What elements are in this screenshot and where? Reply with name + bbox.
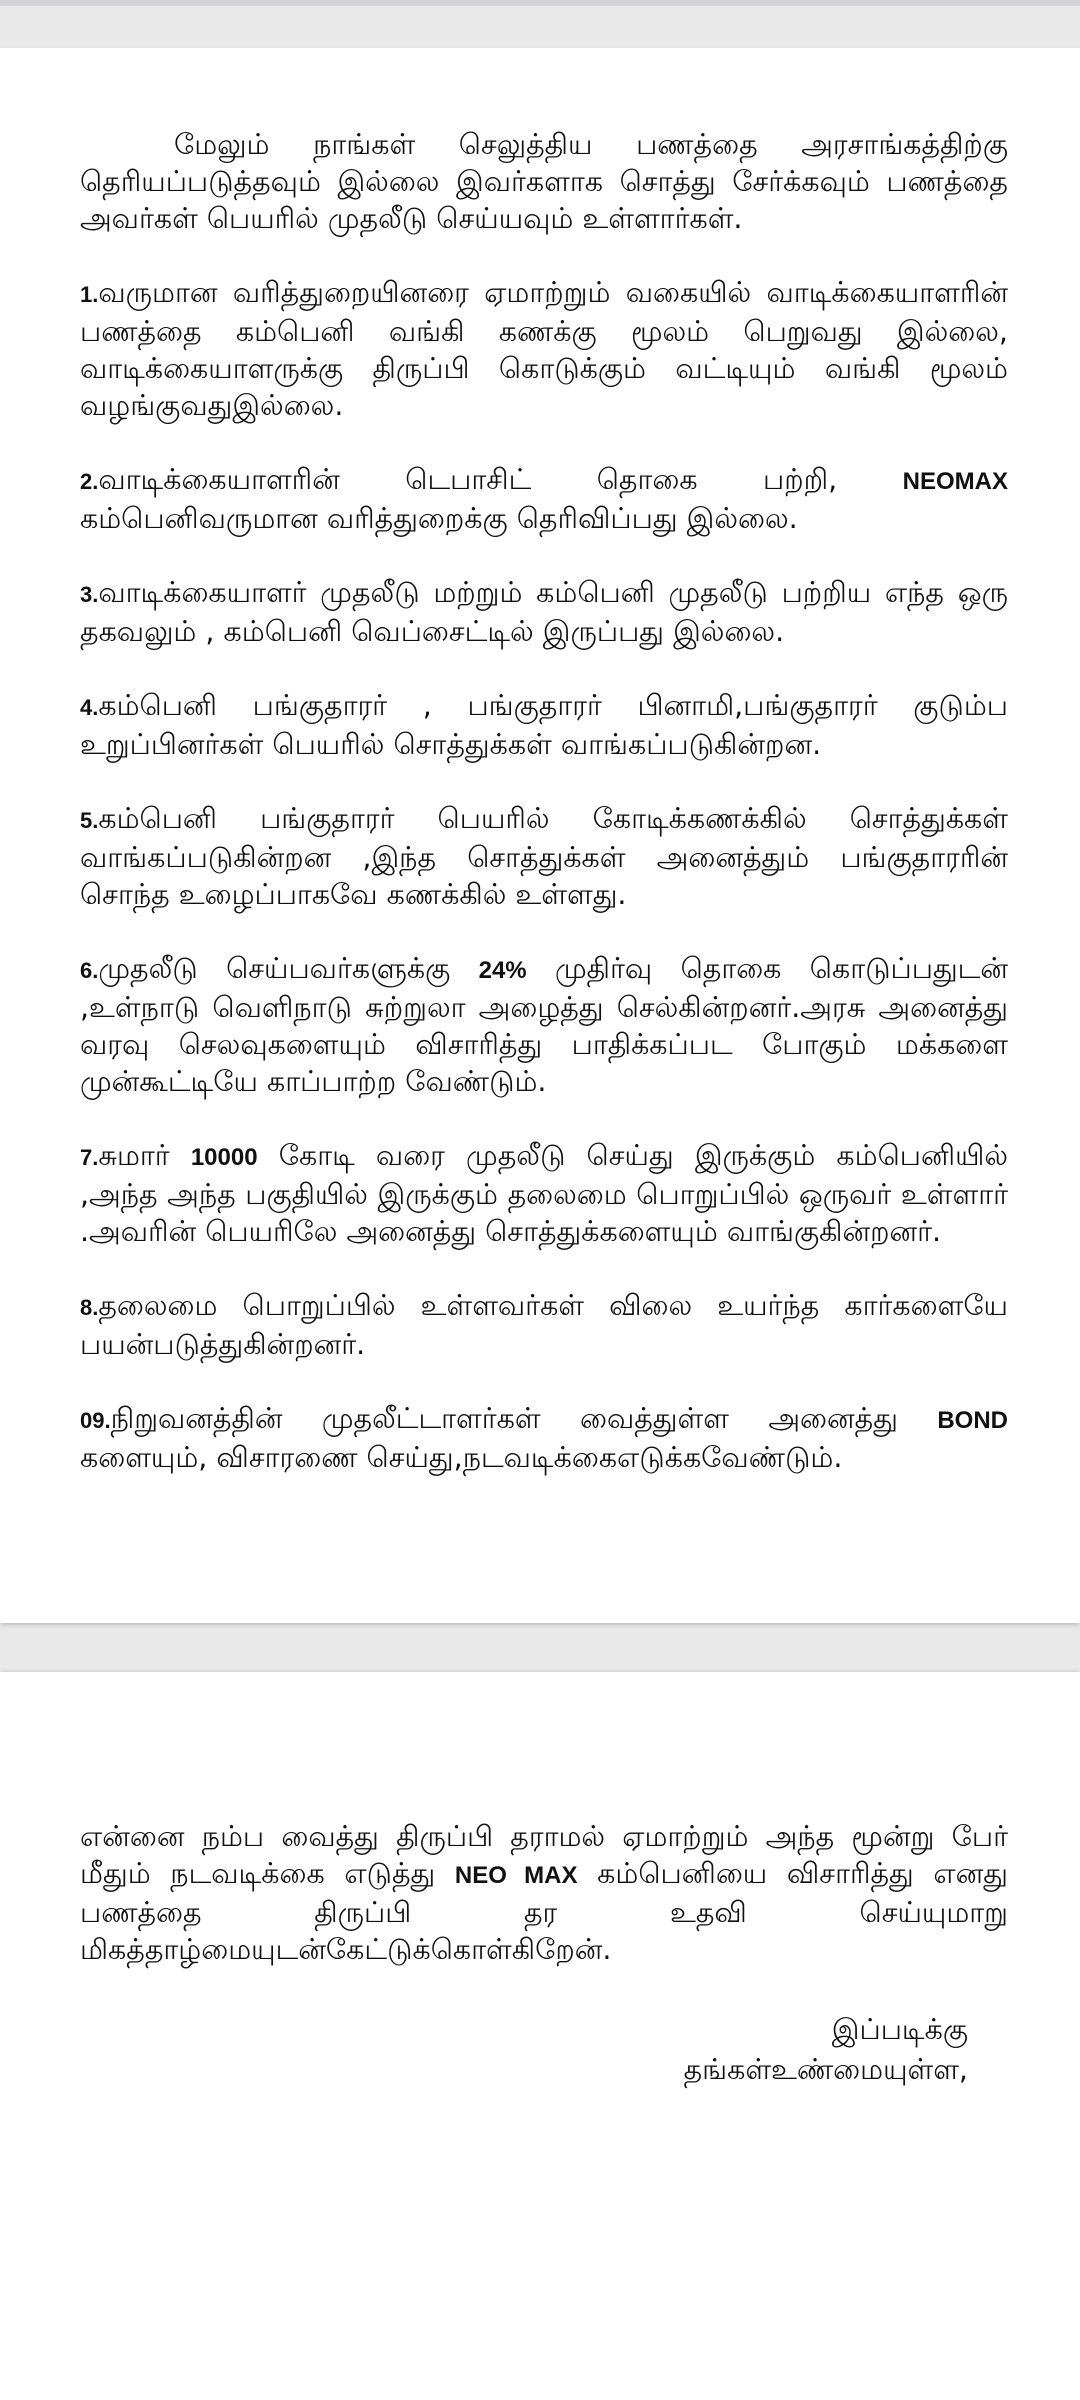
item-text: தலைமை பொறுப்பில் உள்ளவர்கள் விலை உயர்ந்த கார்களையே பயன்படுத்துகின்றனர். [80, 1289, 1008, 1361]
document-page-1 [0, 48, 1080, 1623]
closing-salutation: இப்படிக்கு [831, 2013, 968, 2046]
list-item [80, 800, 1008, 913]
request-text-cont: கம்பெனியை விசாரித்து எனது பணத்தை திருப்பி தர உதவி செய்யுமாறு மிகத்தாழ்மையுடன்கேட்டுக்கொள்கிறேன். [80, 1857, 1009, 1966]
request-text: என்னை நம்ப வைத்து திருப்பி தராமல் ஏமாற்றும் அந்த மூன்று பேர் மீதும் நடவடிக்கை எடுத்து [80, 1820, 1008, 1890]
item-text: வருமான வரித்துறையினரை ஏமாற்றும் வகையில் வாடிக்கையாளரின் பணத்தை கம்பெனி வங்கி கணக்கு மூலம் பெறுவது இல்லை, வாடிக்கையாளருக்கு திருப்பி கொடுக்கும் வட்டியும் வங்கி மூலம் வழங்குவதுஇல்லை. [80, 276, 1008, 422]
list-item [80, 1400, 1008, 1476]
list-item [80, 687, 1008, 763]
list-item [80, 1137, 1008, 1250]
item-latin-term: 10000 [190, 1144, 258, 1171]
item-text: சுமார் [98, 1139, 191, 1172]
list-item [80, 1287, 1008, 1363]
item-text-cont: களையும், விசாரணை செய்து,நடவடிக்கைஎடுக்கவேண்டும். [80, 1441, 843, 1474]
item-number: 4. [80, 695, 99, 720]
item-number: 2. [80, 469, 99, 494]
list-item [80, 274, 1008, 424]
request-paragraph [80, 1818, 1008, 1968]
list-item [80, 950, 1008, 1100]
company-name: NEO MAX [454, 1862, 578, 1889]
item-latin-term: BOND [937, 1407, 1008, 1434]
item-text-cont: முதிர்வு தொகை கொடுப்பதுடன் ,உள்நாடு வெளிநாடு சுற்றுலா அழைத்து செல்கின்றனர்.அரசு அனைத்து வரவு செலவுகளையும் விசாரித்து பாதிக்கப்பட போகும் மக்களை முன்கூட்டியே காப்பாற்ற வேண்டும். [80, 952, 1008, 1098]
list-item [80, 461, 1008, 537]
item-text: நிறுவனத்தின் முதலீட்டாளர்கள் வைத்துள்ள அனைத்து [110, 1402, 938, 1435]
intro-paragraph: மேலும் நாங்கள் செலுத்திய பணத்தை அரசாங்கத்திற்கு தெரியப்படுத்தவும் இல்லை இவர்களாக சொத்து சேர்க்கவும் பணத்தை அவர்கள் பெயரில் முதலீடு செய்யவும் உள்ளார்கள். [80, 128, 1008, 235]
item-number: 3. [80, 582, 99, 607]
page-top-edge [0, 0, 1080, 6]
item-text: வாடிக்கையாளர் முதலீடு மற்றும் கம்பெனி முதலீடு பற்றிய எந்த ஒரு தகவலும் , கம்பெனி வெப்சைட்டில் இருப்பது இல்லை. [80, 576, 1008, 648]
closing-signoff: தங்கள்உண்மையுள்ள, [683, 2053, 968, 2086]
item-text-cont: கோடி வரை முதலீடு செய்து இருக்கும் கம்பெனியில் ,அந்த அந்த பகுதியில் இருக்கும் தலைமை பொறுப்பில் ஒருவர் உள்ளார் .அவரின் பெயரிலே அனைத்து சொத்துக்களையும் வாங்குகின்றனர். [80, 1139, 1008, 1248]
item-number: 09. [80, 1408, 111, 1433]
page-2-body [80, 1818, 1008, 2005]
item-latin-term: 24% [478, 957, 527, 984]
document-page-2 [0, 1672, 1080, 2400]
page-1-body [80, 126, 1008, 1513]
item-number: 1. [80, 282, 99, 307]
item-text: கம்பெனி பங்குதாரர் பெயரில் கோடிக்கணக்கில் சொத்துக்கள் வாங்கப்படுகின்றன ,இந்த சொத்துக்கள் அனைத்தும் பங்குதாரரின் சொந்த உழைப்பாகவே கணக்கில் உள்ளது. [80, 802, 1008, 911]
item-latin-term: NEOMAX [902, 468, 1008, 495]
item-text-cont: கம்பெனிவருமான வரித்துறைக்கு தெரிவிப்பது இல்லை. [80, 502, 798, 535]
item-number: 5. [80, 808, 99, 833]
item-number: 6. [80, 958, 99, 983]
item-number: 8. [80, 1295, 99, 1320]
item-text: வாடிக்கையாளரின் டெபாசிட் தொகை பற்றி, [98, 463, 903, 496]
list-item [80, 574, 1008, 650]
item-text: கம்பெனி பங்குதாரர் , பங்குதாரர் பினாமி,பங்குதாரர் குடும்ப உறுப்பினர்கள் பெயரில் சொத்துக்கள் வாங்கப்படுகின்றன. [80, 689, 1008, 761]
item-text: முதலீடு செய்பவர்களுக்கு [98, 952, 479, 985]
item-number: 7. [80, 1145, 99, 1170]
